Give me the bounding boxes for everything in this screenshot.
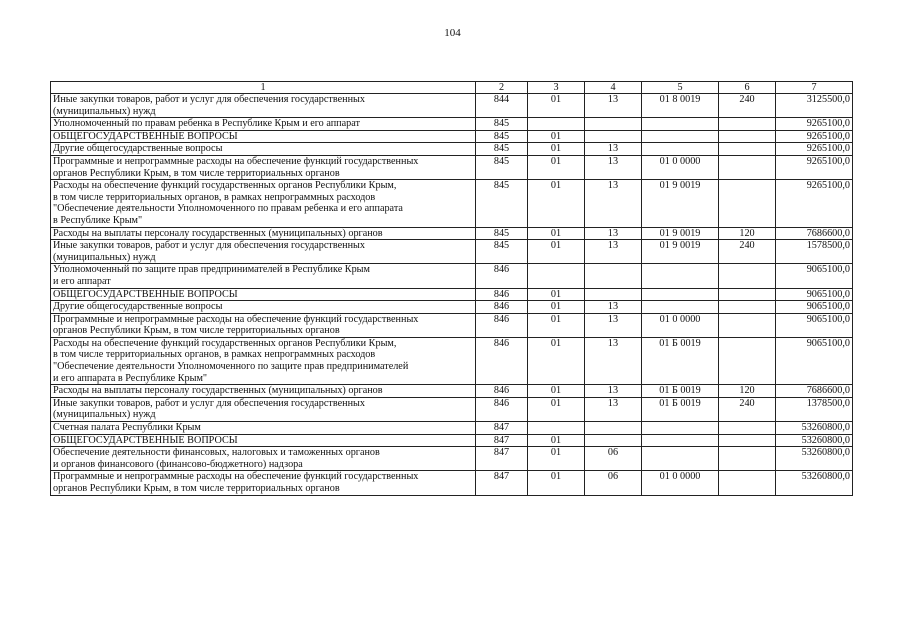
row-section-cell: 01 <box>528 471 585 495</box>
row-target-article-cell: 01 Б 0019 <box>642 385 719 398</box>
row-section-cell: 01 <box>528 130 585 143</box>
table-row <box>51 180 853 227</box>
row-grbs-cell: 846 <box>476 264 528 288</box>
row-grbs-cell: 844 <box>476 94 528 118</box>
row-grbs-cell: 846 <box>476 385 528 398</box>
row-target-article-cell: 01 8 0019 <box>642 94 719 118</box>
row-subsection-cell: 13 <box>585 143 642 156</box>
row-grbs-cell: 847 <box>476 447 528 471</box>
table-row <box>51 155 853 179</box>
row-subsection-cell: 13 <box>585 385 642 398</box>
row-target-article-cell: 01 9 0019 <box>642 227 719 240</box>
table-header <box>51 82 853 94</box>
table-row <box>51 240 853 264</box>
table-row <box>51 288 853 301</box>
row-name-cell: Расходы на обеспечение функций государственных органов Республики Крым, в том числе территориальных органов, в рамках непрограммных расходов "Обеспечение деятельности Уполномоченного по защите прав предпринимателей и его аппарата в Республике Крым" <box>51 337 476 384</box>
row-section-cell: 01 <box>528 240 585 264</box>
row-expense-type-cell <box>719 434 776 447</box>
row-grbs-cell: 845 <box>476 130 528 143</box>
row-amount-cell: 53260800,0 <box>776 434 853 447</box>
table-row <box>51 118 853 131</box>
row-expense-type-cell <box>719 288 776 301</box>
row-amount-cell: 1578500,0 <box>776 240 853 264</box>
table-row <box>51 313 853 337</box>
row-expense-type-cell <box>719 264 776 288</box>
row-name-cell: Расходы на обеспечение функций государственных органов Республики Крым, в том числе территориальных органов, в рамках непрограммных расходов "Обеспечение деятельности Уполномоченного по правам ребенка и его аппарата в Республике Крым" <box>51 180 476 227</box>
row-section-cell: 01 <box>528 385 585 398</box>
row-name-cell: Расходы на выплаты персоналу государственных (муниципальных) органов <box>51 385 476 398</box>
row-grbs-cell: 846 <box>476 337 528 384</box>
row-section-cell: 01 <box>528 94 585 118</box>
table-row <box>51 385 853 398</box>
col-header-expense-type: 6 <box>719 82 776 94</box>
row-expense-type-cell <box>719 155 776 179</box>
row-amount-cell: 9265100,0 <box>776 180 853 227</box>
row-grbs-cell: 845 <box>476 155 528 179</box>
row-section-cell: 01 <box>528 434 585 447</box>
row-name-cell: Счетная палата Республики Крым <box>51 422 476 435</box>
row-target-article-cell: 01 0 0000 <box>642 155 719 179</box>
row-section-cell: 01 <box>528 155 585 179</box>
table-row <box>51 397 853 421</box>
table-row <box>51 434 853 447</box>
row-grbs-cell: 845 <box>476 240 528 264</box>
row-expense-type-cell <box>719 313 776 337</box>
table-row <box>51 301 853 314</box>
row-name-cell: Иные закупки товаров, работ и услуг для обеспечения государственных (муниципальных) нужд <box>51 240 476 264</box>
col-header-amount: 7 <box>776 82 853 94</box>
row-grbs-cell: 845 <box>476 227 528 240</box>
row-amount-cell: 9265100,0 <box>776 130 853 143</box>
row-section-cell: 01 <box>528 143 585 156</box>
row-expense-type-cell <box>719 143 776 156</box>
page-number: 104 <box>444 27 461 39</box>
col-header-name: 1 <box>51 82 476 94</box>
row-subsection-cell: 13 <box>585 313 642 337</box>
row-expense-type-cell <box>719 301 776 314</box>
row-section-cell <box>528 264 585 288</box>
row-subsection-cell <box>585 422 642 435</box>
row-target-article-cell: 01 Б 0019 <box>642 397 719 421</box>
row-name-cell: Уполномоченный по правам ребенка в Республике Крым и его аппарат <box>51 118 476 131</box>
row-target-article-cell <box>642 118 719 131</box>
row-name-cell: Иные закупки товаров, работ и услуг для обеспечения государственных (муниципальных) нужд <box>51 94 476 118</box>
row-subsection-cell <box>585 434 642 447</box>
row-subsection-cell <box>585 288 642 301</box>
row-grbs-cell: 847 <box>476 434 528 447</box>
row-grbs-cell: 847 <box>476 471 528 495</box>
table-row <box>51 143 853 156</box>
row-expense-type-cell <box>719 447 776 471</box>
row-expense-type-cell <box>719 337 776 384</box>
row-subsection-cell <box>585 264 642 288</box>
row-grbs-cell: 847 <box>476 422 528 435</box>
row-subsection-cell: 13 <box>585 397 642 421</box>
row-expense-type-cell <box>719 118 776 131</box>
row-subsection-cell: 13 <box>585 301 642 314</box>
row-name-cell: Другие общегосударственные вопросы <box>51 301 476 314</box>
row-name-cell: ОБЩЕГОСУДАРСТВЕННЫЕ ВОПРОСЫ <box>51 130 476 143</box>
row-expense-type-cell <box>719 422 776 435</box>
row-name-cell: Программные и непрограммные расходы на обеспечение функций государственных органов Республики Крым, в том числе территориальных органов <box>51 313 476 337</box>
row-amount-cell: 9265100,0 <box>776 118 853 131</box>
row-subsection-cell: 13 <box>585 240 642 264</box>
row-target-article-cell <box>642 301 719 314</box>
row-expense-type-cell: 240 <box>719 94 776 118</box>
row-amount-cell: 7686600,0 <box>776 385 853 398</box>
row-target-article-cell: 01 0 0000 <box>642 313 719 337</box>
row-amount-cell: 9265100,0 <box>776 143 853 156</box>
table-row <box>51 264 853 288</box>
row-section-cell: 01 <box>528 227 585 240</box>
table-row <box>51 337 853 384</box>
row-target-article-cell: 01 Б 0019 <box>642 337 719 384</box>
row-name-cell: Другие общегосударственные вопросы <box>51 143 476 156</box>
row-amount-cell: 9065100,0 <box>776 301 853 314</box>
row-name-cell: ОБЩЕГОСУДАРСТВЕННЫЕ ВОПРОСЫ <box>51 434 476 447</box>
row-target-article-cell <box>642 264 719 288</box>
row-amount-cell: 9065100,0 <box>776 313 853 337</box>
row-subsection-cell <box>585 130 642 143</box>
row-subsection-cell: 13 <box>585 180 642 227</box>
row-grbs-cell: 845 <box>476 180 528 227</box>
row-subsection-cell: 13 <box>585 337 642 384</box>
row-target-article-cell: 01 0 0000 <box>642 471 719 495</box>
row-subsection-cell <box>585 118 642 131</box>
row-grbs-cell: 846 <box>476 288 528 301</box>
row-target-article-cell: 01 9 0019 <box>642 240 719 264</box>
row-expense-type-cell <box>719 471 776 495</box>
row-amount-cell: 53260800,0 <box>776 471 853 495</box>
row-grbs-cell: 846 <box>476 301 528 314</box>
row-name-cell: Программные и непрограммные расходы на обеспечение функций государственных органов Республики Крым, в том числе территориальных органов <box>51 471 476 495</box>
row-name-cell: Программные и непрограммные расходы на обеспечение функций государственных органов Республики Крым, в том числе территориальных органов <box>51 155 476 179</box>
row-subsection-cell: 13 <box>585 227 642 240</box>
row-expense-type-cell <box>719 180 776 227</box>
row-amount-cell: 3125500,0 <box>776 94 853 118</box>
col-header-section: 3 <box>528 82 585 94</box>
row-section-cell: 01 <box>528 301 585 314</box>
row-expense-type-cell: 240 <box>719 397 776 421</box>
row-section-cell: 01 <box>528 288 585 301</box>
col-header-grbs: 2 <box>476 82 528 94</box>
table-row <box>51 94 853 118</box>
row-section-cell: 01 <box>528 337 585 384</box>
row-grbs-cell: 846 <box>476 397 528 421</box>
row-amount-cell: 9065100,0 <box>776 264 853 288</box>
row-expense-type-cell <box>719 130 776 143</box>
table-row <box>51 422 853 435</box>
row-amount-cell: 9065100,0 <box>776 288 853 301</box>
row-target-article-cell <box>642 422 719 435</box>
row-grbs-cell: 846 <box>476 313 528 337</box>
row-target-article-cell: 01 9 0019 <box>642 180 719 227</box>
row-section-cell: 01 <box>528 397 585 421</box>
col-header-target-article: 5 <box>642 82 719 94</box>
row-section-cell <box>528 118 585 131</box>
row-name-cell: ОБЩЕГОСУДАРСТВЕННЫЕ ВОПРОСЫ <box>51 288 476 301</box>
row-section-cell: 01 <box>528 447 585 471</box>
table-row <box>51 130 853 143</box>
row-target-article-cell <box>642 434 719 447</box>
row-section-cell <box>528 422 585 435</box>
col-header-subsection: 4 <box>585 82 642 94</box>
row-target-article-cell <box>642 288 719 301</box>
header-row <box>51 82 853 94</box>
row-amount-cell: 9265100,0 <box>776 155 853 179</box>
table-body <box>51 94 853 496</box>
row-target-article-cell <box>642 130 719 143</box>
row-expense-type-cell: 120 <box>719 385 776 398</box>
row-subsection-cell: 13 <box>585 94 642 118</box>
row-section-cell: 01 <box>528 180 585 227</box>
row-subsection-cell: 06 <box>585 471 642 495</box>
row-amount-cell: 53260800,0 <box>776 422 853 435</box>
table-row <box>51 471 853 495</box>
row-grbs-cell: 845 <box>476 118 528 131</box>
row-subsection-cell: 06 <box>585 447 642 471</box>
row-target-article-cell <box>642 143 719 156</box>
row-grbs-cell: 845 <box>476 143 528 156</box>
row-name-cell: Обеспечение деятельности финансовых, налоговых и таможенных органов и органов финансового (финансово-бюджетного) надзора <box>51 447 476 471</box>
row-amount-cell: 7686600,0 <box>776 227 853 240</box>
row-expense-type-cell: 240 <box>719 240 776 264</box>
row-amount-cell: 9065100,0 <box>776 337 853 384</box>
row-section-cell: 01 <box>528 313 585 337</box>
row-expense-type-cell: 120 <box>719 227 776 240</box>
table-row <box>51 227 853 240</box>
row-target-article-cell <box>642 447 719 471</box>
budget-table <box>50 81 853 496</box>
table-row <box>51 447 853 471</box>
row-amount-cell: 1378500,0 <box>776 397 853 421</box>
row-subsection-cell: 13 <box>585 155 642 179</box>
row-name-cell: Уполномоченный по защите прав предпринимателей в Республике Крым и его аппарат <box>51 264 476 288</box>
row-amount-cell: 53260800,0 <box>776 447 853 471</box>
row-name-cell: Расходы на выплаты персоналу государственных (муниципальных) органов <box>51 227 476 240</box>
row-name-cell: Иные закупки товаров, работ и услуг для обеспечения государственных (муниципальных) нужд <box>51 397 476 421</box>
